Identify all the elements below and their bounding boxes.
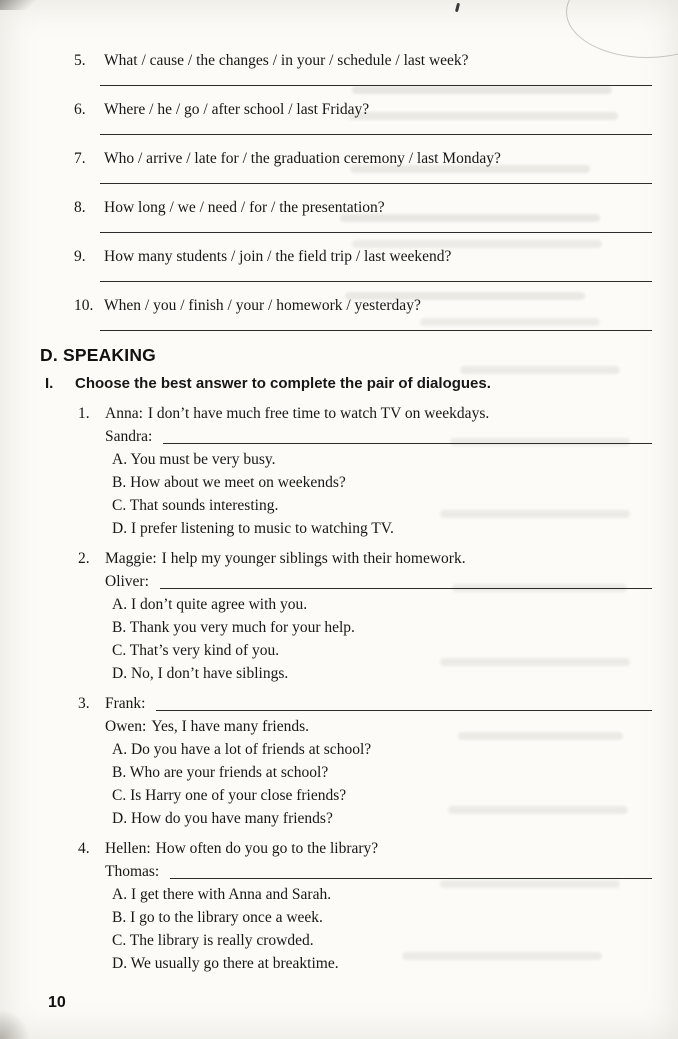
dialogue-text: How often do you go to the library? — [155, 840, 379, 857]
scan-shadow-bottom-left — [0, 1009, 30, 1039]
sentence-building-exercise — [40, 50, 652, 331]
speaker-name: Oliver: — [105, 573, 149, 590]
response-blank-line — [163, 425, 652, 444]
dialogue-option: B. How about we meet on weekends? — [112, 474, 346, 491]
dialogue-text: I help my younger siblings with their homework. — [161, 550, 466, 567]
dialogue-number: 2. — [78, 550, 90, 567]
dialogue-option: B. Thank you very much for your help. — [112, 619, 355, 636]
exercise-item — [74, 246, 652, 282]
exercise-item — [74, 295, 652, 331]
answer-blank-line — [100, 218, 652, 233]
speaker-name: Anna: — [105, 405, 143, 422]
dialogue-option: C. That sounds interesting. — [112, 497, 279, 514]
exercise-prompt: What / cause / the changes / in your / schedule / last week? — [104, 52, 469, 69]
speaker-name: Sandra: — [105, 428, 153, 445]
dialogue-option: D. We usually go there at breaktime. — [112, 955, 339, 972]
dialogue-option: A. I don’t quite agree with you. — [112, 596, 308, 613]
speaker-name: Owen: — [105, 718, 147, 735]
dialogue-option: A. You must be very busy. — [112, 451, 276, 468]
dialogue-option: D. I prefer listening to music to watching TV. — [112, 520, 394, 537]
exercise-prompt: Where / he / go / after school / last Friday? — [104, 101, 370, 118]
dialogue-option: C. The library is really crowded. — [112, 932, 314, 949]
exercise-item — [74, 50, 652, 86]
exercise-number: 8. — [74, 199, 86, 216]
exercise-item — [74, 148, 652, 184]
speaker-name: Frank: — [105, 695, 146, 712]
exercise-prompt: When / you / finish / your / homework / yesterday? — [104, 297, 421, 314]
section-heading: D. SPEAKING — [40, 345, 156, 365]
dialogue-number: 3. — [78, 695, 90, 712]
exercise-prompt: How long / we / need / for / the presentation? — [104, 199, 385, 216]
answer-blank-line — [100, 71, 652, 86]
response-blank-line — [160, 570, 652, 589]
speaker-name: Maggie: — [105, 550, 157, 567]
dialogue-number: 1. — [78, 405, 90, 422]
answer-blank-line — [100, 267, 652, 282]
dialogue-option: C. That’s very kind of you. — [112, 642, 280, 659]
exercise-item — [74, 99, 652, 135]
answer-blank-line — [100, 169, 652, 184]
exercise-instruction-row — [45, 373, 652, 394]
dialogue-option: B. Who are your friends at school? — [112, 764, 329, 781]
dialogue-number-spacer — [78, 860, 105, 883]
dialogue-option: B. I go to the library once a week. — [112, 909, 323, 926]
exercise-number: 9. — [74, 248, 86, 265]
exercise-number: 10. — [74, 297, 94, 314]
dialogue-option: C. Is Harry one of your close friends? — [112, 787, 347, 804]
speaker-name: Thomas: — [105, 863, 160, 880]
dialogue-number-spacer — [78, 425, 105, 448]
exercise-instruction: Choose the best answer to complete the pair of dialogues. — [75, 375, 491, 392]
dialogue-text: Yes, I have many friends. — [151, 718, 310, 735]
dialogue-number-spacer — [78, 570, 105, 593]
exercise-prompt: How many students / join / the field trip / last weekend? — [104, 248, 452, 265]
dialogue-number: 4. — [78, 840, 90, 857]
dialogue-item — [78, 547, 652, 685]
exercise-number: 7. — [74, 150, 86, 167]
dialogue-item — [78, 837, 652, 975]
page-number: 10 — [48, 994, 66, 1011]
dialogue-number-spacer — [78, 715, 105, 738]
dialogue-option: A. I get there with Anna and Sarah. — [112, 886, 332, 903]
answer-blank-line — [100, 120, 652, 135]
dialogue-item — [78, 402, 652, 540]
exercise-item — [74, 197, 652, 233]
dialogue-text: I don’t have much free time to watch TV on weekdays. — [147, 405, 490, 422]
response-blank-line — [170, 860, 652, 879]
dialogue-option: A. Do you have a lot of friends at school? — [112, 741, 372, 758]
dialogue-option: D. How do you have many friends? — [112, 810, 333, 827]
dialogue-item — [78, 692, 652, 830]
exercise-number: 6. — [74, 101, 86, 118]
part-number: I. — [45, 375, 54, 392]
exercise-number: 5. — [74, 52, 86, 69]
speaker-name: Hellen: — [105, 840, 151, 857]
response-blank-line — [156, 692, 652, 711]
exercise-prompt: Who / arrive / late for / the graduation ceremony / last Monday? — [104, 150, 501, 167]
answer-blank-line — [100, 316, 652, 331]
dialogue-option: D. No, I don’t have siblings. — [112, 665, 289, 682]
